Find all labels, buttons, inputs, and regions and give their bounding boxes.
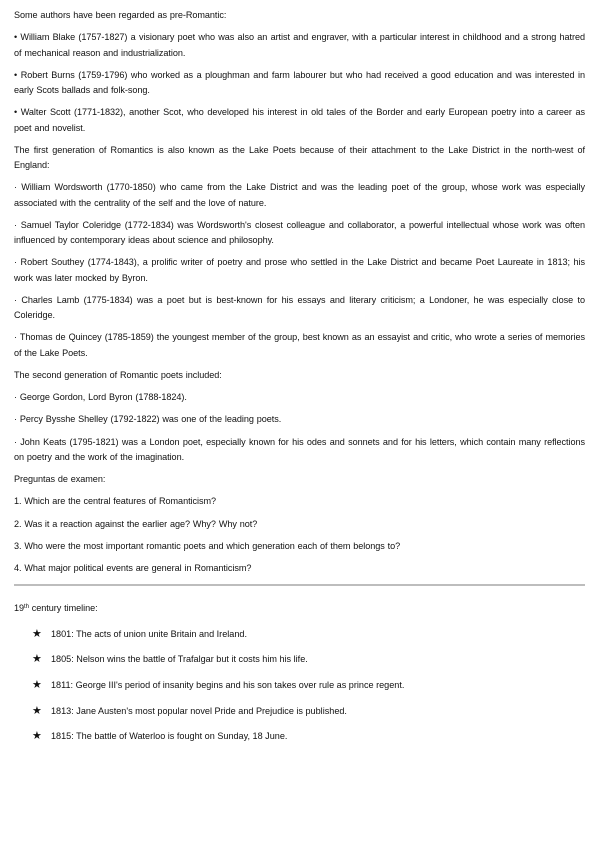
star-bullet-icon: ★ xyxy=(32,652,42,666)
item-shelley: · Percy Bysshe Shelley (1792-1822) was one of the leading poets. xyxy=(14,414,282,425)
star-bullet-icon: ★ xyxy=(32,729,42,743)
timeline-item xyxy=(14,678,585,693)
item-william-blake: • William Blake (1757-1827) a visionary poet who was also an artist and engraver, with a particular interest in childhood and a strong hatred of mechanical reason and industrialization. xyxy=(14,32,585,58)
timeline-item-text: 1801: The acts of union unite Britain and Ireland. xyxy=(51,628,247,639)
item-byron: · George Gordon, Lord Byron (1788-1824). xyxy=(14,392,187,403)
timeline-item xyxy=(14,729,585,744)
item-charles-lamb: · Charles Lamb (1775-1834) was a poet but is best-known for his essays and literary criticism; a Londoner, he was especially close to Coleridge. xyxy=(14,294,585,320)
item-southey: · Robert Southey (1774-1843), a prolific writer of poetry and prose who settled in the Lake District and became Poet Laureate in 1813; his work was later mocked by Byron. xyxy=(14,257,585,283)
horizontal-divider xyxy=(14,584,585,586)
timeline-title-text: century timeline: xyxy=(28,602,98,613)
timeline-item xyxy=(14,652,585,667)
intro-lake-poets: The first generation of Romantics is also known as the Lake Poets because of their attachment to the Lake District in the north-west of England: xyxy=(14,144,585,170)
intro-pre-romantic: Some authors have been regarded as pre-Romantic: xyxy=(14,10,227,20)
timeline-list xyxy=(14,627,585,745)
timeline-title-number: 19 xyxy=(14,602,25,613)
intro-second-generation: The second generation of Romantic poets included: xyxy=(14,369,222,380)
exam-question-1: 1. Which are the central features of Romanticism? xyxy=(14,496,217,507)
timeline-item xyxy=(14,627,585,642)
star-bullet-icon: ★ xyxy=(32,678,42,692)
star-bullet-icon: ★ xyxy=(32,626,42,640)
exam-question-3: 3. Who were the most important romantic poets and which generation each of them belongs to? xyxy=(14,541,401,552)
item-wordsworth: · William Wordsworth (1770-1850) who came from the Lake District and was the leading poet of the group, whose work was especially associated with the centrality of the self and the love of nature. xyxy=(14,182,585,208)
document-body xyxy=(14,8,585,755)
star-bullet-icon: ★ xyxy=(32,703,42,717)
exam-question-2: 2. Was it a reaction against the earlier age? Why? Why not? xyxy=(14,518,258,529)
timeline-title xyxy=(14,601,585,616)
item-walter-scott: • Walter Scott (1771-1832), another Scot, who developed his interest in old tales of the Border and early European poetry into a career as poet and novelist. xyxy=(14,107,585,133)
timeline-title-ordinal: th xyxy=(24,603,29,610)
timeline-item-text: 1805: Nelson wins the battle of Trafalgar but it costs him his life. xyxy=(51,654,308,665)
timeline-item-text: 1813: Jane Austen's most popular novel Pride and Prejudice is published. xyxy=(51,705,347,716)
timeline-item-text: 1811: George III's period of insanity begins and his son takes over rule as prince regent. xyxy=(51,680,405,691)
exam-questions-heading: Preguntas de examen: xyxy=(14,474,106,485)
item-coleridge: · Samuel Taylor Coleridge (1772-1834) was Wordsworth's closest colleague and collaborator, a powerful intellectual whose work was often influenced by contemporary ideas about science and philosophy. xyxy=(14,219,585,245)
item-de-quincey: · Thomas de Quincey (1785-1859) the youngest member of the group, best known as an essayist and critic, who wrote a series of memories of the Lake Poets. xyxy=(14,332,585,358)
timeline-item xyxy=(14,704,585,719)
exam-question-4: 4. What major political events are general in Romanticism? xyxy=(14,563,252,574)
item-robert-burns: • Robert Burns (1759-1796) who worked as a ploughman and farm labourer but who had received a good education and was interested in early Scots ballads and folk-song. xyxy=(14,69,585,95)
item-keats: · John Keats (1795-1821) was a London poet, especially known for his odes and sonnets and for his letters, which contain many reflections on poetry and the work of the imagination. xyxy=(14,436,585,462)
timeline-item-text: 1815: The battle of Waterloo is fought on Sunday, 18 June. xyxy=(51,731,288,742)
